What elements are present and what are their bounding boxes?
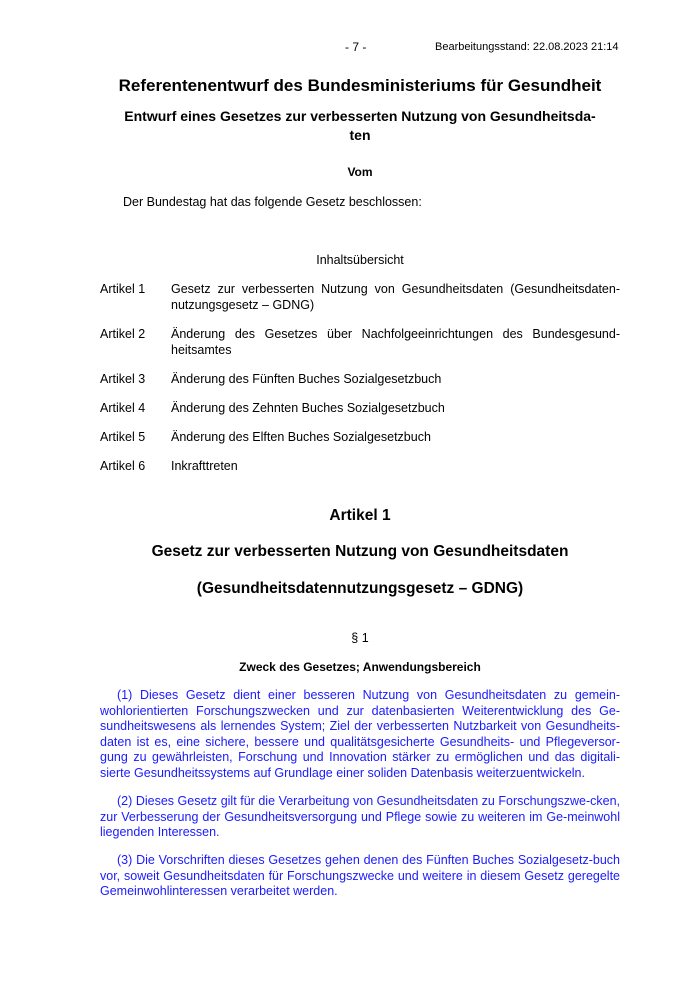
toc-item-text: Änderung des Zehnten Buches Sozialgesetzbuch [171, 401, 445, 415]
document-subtitle [100, 107, 620, 145]
page-number: - 7 - [345, 40, 367, 54]
document-title: Referentenentwurf des Bundesministeriums für Gesundheit [118, 76, 602, 95]
section-paragraph-2: (2) Dieses Gesetz gilt für die Verarbeitung von Gesundheitsdaten zu Forschungszwe-cken, zur Verbesserung der Gesundheitsversorgung und Pflege sowie zu weiteren im Ge-meinwohl liegenden Interessen. [100, 794, 620, 839]
toc-item-number: Artikel 4 [100, 401, 146, 415]
toc-item-number: Artikel 5 [100, 430, 146, 444]
toc-item [100, 281, 620, 313]
table-of-contents [100, 281, 620, 474]
enactment-clause: Der Bundestag hat das folgende Gesetz beschlossen: [123, 195, 422, 209]
edit-status: Bearbeitungsstand: 22.08.2023 21:14 [435, 41, 619, 53]
toc-item [100, 400, 620, 416]
toc-item-number: Artikel 3 [100, 372, 146, 386]
subtitle-line-1: Entwurf eines Gesetzes zur verbesserten Nutzung von Gesundheitsda- [124, 108, 596, 124]
article-heading: Artikel 1 [329, 507, 391, 524]
toc-item-number: Artikel 1 [100, 282, 146, 296]
toc-item-text: Gesetz zur verbesserten Nutzung von Gesundheitsdaten (Gesundheitsdaten-nutzungsgesetz – GDNG) [171, 282, 620, 312]
toc-item-text: Inkrafttreten [171, 459, 238, 473]
toc-item-number: Artikel 6 [100, 459, 146, 473]
section-mark: § 1 [351, 631, 369, 645]
toc-title: Inhaltsübersicht [316, 253, 404, 267]
toc-item-text: Änderung des Fünften Buches Sozialgesetzbuch [171, 372, 442, 386]
toc-item-text: Änderung des Elften Buches Sozialgesetzbuch [171, 430, 431, 444]
law-short-title: (Gesundheitsdatennutzungsgesetz – GDNG) [196, 580, 524, 597]
toc-item [100, 371, 620, 387]
toc-item-number: Artikel 2 [100, 327, 146, 341]
toc-item [100, 326, 620, 358]
toc-item [100, 458, 620, 474]
section-title: Zweck des Gesetzes; Anwendungsbereich [239, 660, 481, 674]
toc-item-text: Änderung des Gesetzes über Nachfolgeeinrichtungen des Bundesgesund-heitsamtes [171, 327, 620, 357]
subtitle-line-2: ten [349, 127, 371, 143]
toc-item [100, 429, 620, 445]
section-paragraph-1: (1) Dieses Gesetz dient einer besseren Nutzung von Gesundheitsdaten zu gemein-wohlorientierten Forschungszwecken und zur datenbasierten Weiterentwicklung des Ge-sundheitswesens als lernendes System; Ziel der verbesserten Nutzbarkeit von Gesundheits-daten ist es, eine sichere, bessere und qualitätsgesicherte Gesundheits- und Pflegeversor-gung zu gewährleisten, Forschung und Innovation stärker zu ermöglichen und das digitali-sierte Gesundheitssystems auf Grundlage einer soliden Datenbasis weiterzuentwickeln. [100, 688, 620, 780]
date-label: Vom [347, 165, 373, 179]
law-title: Gesetz zur verbesserten Nutzung von Gesundheitsdaten [151, 543, 569, 560]
section-paragraph-3: (3) Die Vorschriften dieses Gesetzes gehen denen des Fünften Buches Sozialgesetz-buch vor, soweit Gesundheitsdaten für Forschungszwecke und weitere in diesem Gesetz geregelte Gemeinwohlinteressen verarbeitet werden. [100, 853, 620, 898]
